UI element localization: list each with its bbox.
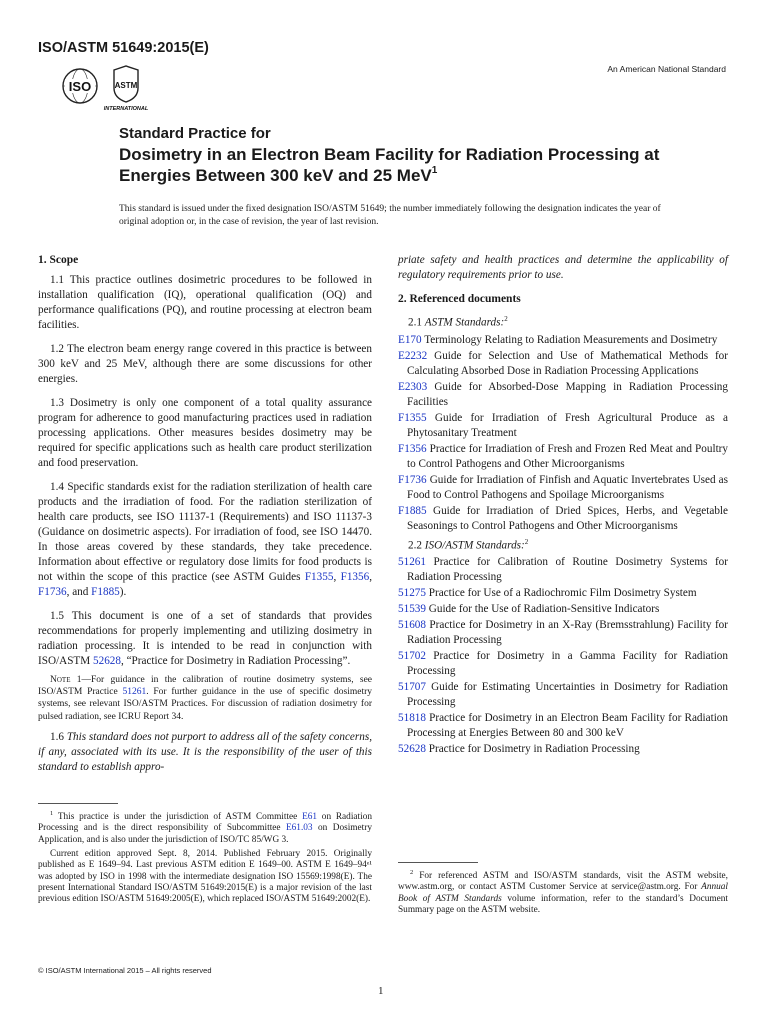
para-1-6-text: This standard does not purport to address all of the safety concerns, if any, associated with its use. It is the responsibility of the user of this standard to establish appro-: [38, 730, 372, 773]
iso-astm-standards-list: [398, 555, 728, 757]
reference-code-link[interactable]: E170: [398, 333, 422, 346]
footnote-1: [38, 808, 372, 908]
para-1-2: 1.2 The electron beam energy range covered in this practice is between 300 keV and 25 MeV, although there are some discussions for other energies.: [38, 343, 372, 385]
document-designation: ISO/ASTM 51649:2015(E): [38, 40, 209, 56]
reference-code-link[interactable]: 51818: [398, 712, 426, 725]
separator: ,: [369, 571, 373, 583]
para-1-4: [38, 480, 372, 600]
note-text-end: . For further guidance in the use of specific dosimetry systems, see relevant ISO/ASTM Practices. For discussion of radiation dosimetry for pulsed radiation, see ICRU Report 34.: [38, 687, 372, 722]
reference-title: Practice for Dosimetry in an X-Ray (Bremsstrahlung) Facility for Radiation Processing: [407, 619, 728, 647]
reference-code-link[interactable]: F1736: [398, 473, 427, 486]
section-number: 2.1: [408, 316, 425, 329]
reference-title: Guide for Estimating Uncertainties in Dosimetry for Radiation Processing: [407, 681, 728, 709]
reference-code-link[interactable]: 51608: [398, 619, 426, 632]
page-title: [119, 144, 719, 186]
title-footnote-mark: 1: [431, 165, 438, 176]
para-1-6-continued: priate safety and health practices and determine the applicability of regulatory requirements prior to use.: [398, 254, 728, 281]
page-number: 1: [378, 985, 384, 997]
reference-item: [398, 333, 728, 348]
reference-code-link[interactable]: F1355: [398, 411, 427, 424]
footnote-2-para: [398, 867, 728, 916]
astm-logo-icon: [104, 66, 149, 112]
link-f1736[interactable]: F1736: [38, 586, 67, 598]
link-52628[interactable]: 52628: [93, 655, 121, 667]
reference-item: [398, 711, 728, 741]
note-1: [38, 674, 372, 723]
reference-code-link[interactable]: F1885: [398, 504, 427, 517]
reference-title: Terminology Relating to Radiation Measurements and Dosimetry: [421, 333, 718, 346]
footnote-mark: 2: [524, 537, 529, 546]
note-text: —For guidance in the calibration of routine dosimetry systems, see ISO/ASTM Practice: [38, 675, 373, 698]
reference-title: Practice for Irradiation of Fresh and Frozen Red Meat and Poultry to Control Pathogens and Other Microorganisms: [407, 442, 728, 470]
reference-code-link[interactable]: 51261: [398, 556, 426, 569]
para-1-5-text-end: , “Practice for Dosimetry in Radiation Processing”.: [120, 655, 351, 667]
iso-astm-logos: [62, 64, 158, 112]
reference-item: [398, 504, 728, 534]
reference-code-link[interactable]: 52628: [398, 743, 426, 756]
para-1-1: 1.1 This practice outlines dosimetric procedures to be followed in installation qualification (IQ), operational qualification (OQ) and performance qualifications (PQ), and routine processing at electron beam facilities.: [38, 274, 372, 331]
footnote-1-edition: Current edition approved Sept. 8, 2014. Published February 2015. Originally published as E 1649–94. Last previous ASTM edition E 1649–00. ASTM E 1649–94ᵉ¹ was adopted by ISO in 1998 with the intermediate designation ISO 15569:1998(E). The present International Standard ISO/ASTM 51649:2015(E) is a major revision of the last previous edition ISO/ASTM 51649:2005(E), which replaced ISO/ASTM 51649:2002(E).: [38, 848, 372, 905]
note-label: Note 1: [50, 675, 82, 685]
reference-item: [398, 380, 728, 410]
reference-title: Guide for Selection and Use of Mathematical Methods for Calculating Absorbed Dose in Radiation Processing Applications: [407, 349, 728, 377]
link-51261[interactable]: 51261: [122, 687, 147, 698]
reference-title: Practice for Dosimetry in Radiation Processing: [425, 743, 640, 756]
footnote-1-text: on Radiation Processing and is the direct responsibility of Subcommittee: [38, 812, 373, 834]
astm-standards-list: [398, 333, 728, 534]
para-1-4-text: 1.4 Specific standards exist for the radiation sterilization of health care products and the irradiation of food. For the radiation sterilization of health care products, see ISO 11137-1 (Requirements) and ISO 11137-3 (Guidance on dosimetric aspects). For irradiation of food, see ISO 14470. In those areas covered by these standards, they take precedence. Information about effective or regulatory dose limits for food products is not within the scope of this practice (see ASTM Guides: [38, 481, 372, 583]
footnote-1-text: This practice is under the jurisdiction of ASTM Committee: [53, 812, 303, 823]
reference-code-link[interactable]: 51702: [398, 650, 426, 663]
svg-text:INTERNATIONAL: INTERNATIONAL: [103, 106, 149, 112]
american-national-standard-label: An American National Standard: [607, 64, 726, 74]
separator: , and: [66, 586, 92, 598]
footnote-2-italic: Annual Book of ASTM Standards: [398, 882, 728, 904]
footnote-rule: [38, 803, 118, 804]
section-title: ASTM Standards:: [424, 316, 505, 329]
reference-item: [398, 442, 728, 472]
reference-item: [398, 555, 728, 585]
reference-title: Guide for the Use of Radiation-Sensitive Indicators: [425, 603, 660, 616]
separator: ).: [119, 586, 127, 598]
iso-astm-standards-heading: [398, 535, 728, 554]
footnote-2-text: For referenced ASTM and ISO/ASTM standards, visit the ASTM website, www.astm.org, or contact ASTM Customer Service at service@astm.org. For: [398, 871, 728, 893]
para-1-5: [38, 609, 372, 669]
reference-title: Practice for Dosimetry in a Gamma Facility for Radiation Processing: [407, 650, 728, 678]
reference-title: Practice for Calibration of Routine Dosimetry Systems for Radiation Processing: [407, 556, 728, 584]
reference-code-link[interactable]: 51539: [398, 603, 426, 616]
svg-text:ISO: ISO: [68, 79, 92, 94]
footnote-2-text: volume information, refer to the standard’s Document Summary page on the ASTM website.: [398, 893, 728, 915]
left-column: [38, 253, 372, 784]
link-e61[interactable]: E61: [302, 812, 318, 823]
reference-item: [398, 602, 728, 617]
link-f1356[interactable]: F1356: [340, 571, 370, 583]
reference-item: [398, 473, 728, 503]
para-1-5-text: 1.5 This document is one of a set of standards that provides recommendations for properly implementing and utilizing dosimetry in radiation processing. It is intended to be read in conjunction with ISO/ASTM: [38, 610, 372, 667]
reference-title: Guide for Irradiation of Dried Spices, Herbs, and Vegetable Seasonings to Control Pathogens and Other Microorganisms: [407, 504, 728, 532]
referenced-documents-heading: 2. Referenced documents: [398, 293, 521, 305]
reference-code-link[interactable]: 51707: [398, 681, 426, 694]
footnote-1-text: on Dosimetry Application, and is also under the jurisdiction of ISO/TC 85/WG 3.: [38, 823, 372, 845]
section-title: ISO/ASTM Standards:: [424, 539, 525, 552]
footnote-2-mark: 2: [410, 869, 414, 876]
footnote-mark: 2: [504, 315, 508, 323]
reference-title: Practice for Use of a Radiochromic Film Dosimetry System: [425, 587, 697, 600]
svg-text:ASTM: ASTM: [114, 81, 138, 90]
reference-title: Guide for Irradiation of Fresh Agricultural Produce as a Phytosanitary Treatment: [407, 411, 728, 439]
copyright: © ISO/ASTM International 2015 – All rights reserved: [38, 966, 212, 975]
reference-title: Guide for Absorbed-Dose Mapping in Radiation Processing Facilities: [407, 380, 728, 408]
para-1-6-number: 1.6: [50, 730, 67, 743]
reference-code-link[interactable]: E2232: [398, 349, 428, 362]
reference-title: Guide for Irradiation of Finfish and Aquatic Invertebrates Used as Food to Control Pathogens and Spoilage Microorganisms: [407, 473, 728, 501]
reference-item: [398, 349, 728, 379]
reference-item: [398, 680, 728, 710]
reference-code-link[interactable]: E2303: [398, 380, 428, 393]
section-number: 2.2: [408, 539, 425, 552]
reference-item: [398, 649, 728, 679]
reference-item: [398, 586, 728, 601]
standard-kind: Standard Practice for: [119, 125, 271, 142]
footnote-1-para: [38, 808, 372, 846]
right-column: [398, 253, 728, 758]
title-text: Dosimetry in an Electron Beam Facility for Radiation Processing at Energies Between 300 keV and 25 MeV: [119, 145, 660, 185]
para-1-3: 1.3 Dosimetry is only one component of a total quality assurance program for adherence to good manufacturing practices used in radiation processing applications. Other measures besides dosimetry may be required for specific applications such as health care product sterilization and food preservation.: [38, 397, 372, 469]
scope-heading: 1. Scope: [38, 254, 79, 266]
para-1-6: [38, 730, 372, 775]
issue-note: This standard is issued under the fixed designation ISO/ASTM 51649; the number immediately following the designation indicates the year of original adoption or, in the case of revision, the year of last revision.: [119, 204, 661, 227]
link-f1885[interactable]: F1885: [91, 586, 120, 598]
footnote-2: [398, 867, 728, 919]
reference-code-link[interactable]: 51275: [398, 587, 426, 600]
reference-code-link[interactable]: F1356: [398, 442, 427, 455]
reference-title: Practice for Dosimetry in an Electron Beam Facility for Radiation Processing at Energies Between 80 and 300 keV: [407, 712, 728, 740]
reference-item: [398, 618, 728, 648]
astm-standards-heading: [398, 312, 728, 331]
reference-item: [398, 411, 728, 441]
link-f1355[interactable]: F1355: [304, 571, 334, 583]
link-e61-03[interactable]: E61.03: [285, 823, 313, 834]
reference-item: [398, 742, 728, 757]
footnote-rule: [398, 862, 478, 863]
footnote-1-mark: 1: [50, 810, 54, 817]
separator: ,: [333, 571, 341, 583]
iso-logo-icon: [63, 69, 97, 103]
